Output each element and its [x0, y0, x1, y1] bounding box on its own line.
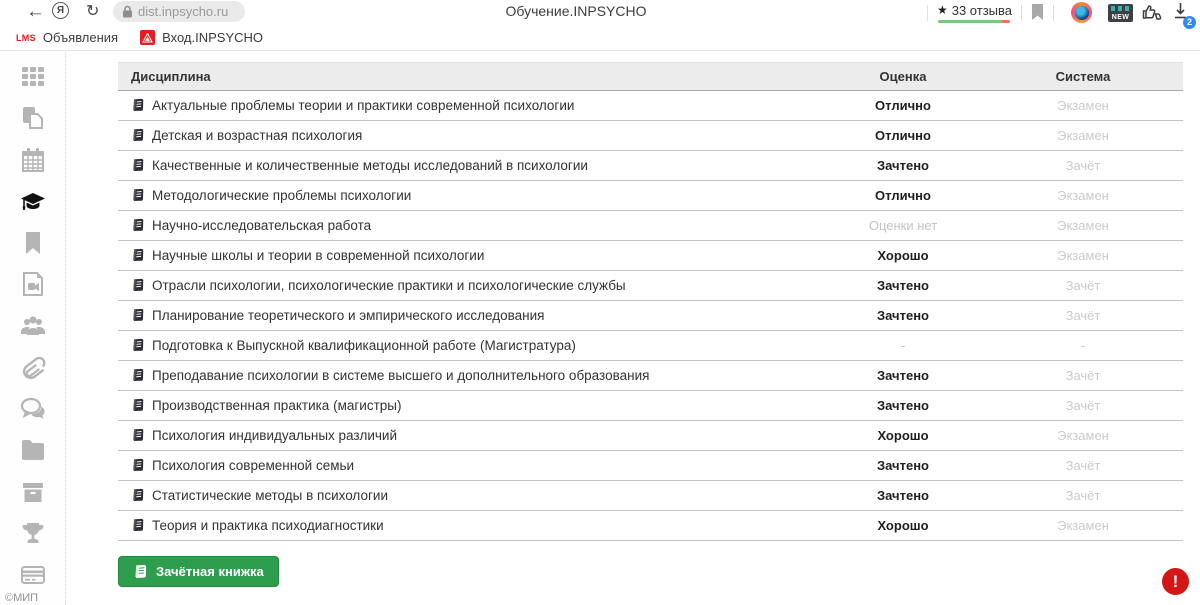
mip-logo-favicon: [140, 30, 155, 45]
grade-value: Оценки нет: [823, 211, 983, 241]
table-row[interactable]: [118, 301, 1183, 331]
discipline-label: Психология современной семьи: [152, 458, 355, 473]
grade-value: Зачтено: [823, 391, 983, 421]
discipline-label: Методологические проблемы психологии: [152, 188, 412, 203]
refresh-icon[interactable]: ↻: [86, 3, 100, 20]
bookmark-icon[interactable]: [19, 229, 46, 256]
book-icon: [131, 398, 145, 412]
system-value: Зачёт: [983, 481, 1183, 511]
thumbs-rating-icon[interactable]: [1141, 3, 1163, 22]
lms-favicon: LMS: [16, 32, 36, 43]
new-badge-label: NEW: [1111, 13, 1130, 21]
system-value: Зачёт: [983, 301, 1183, 331]
downloads-button[interactable]: [1173, 2, 1192, 27]
discipline-label: Актуальные проблемы теории и практики современной психологии: [152, 98, 575, 113]
divider: [1021, 5, 1022, 21]
chat-icon[interactable]: [19, 395, 46, 422]
discipline-label: Научно-исследовательская работа: [152, 218, 372, 233]
book-icon: [131, 128, 145, 142]
system-value: Зачёт: [983, 451, 1183, 481]
book-icon: [131, 428, 145, 442]
grade-value: Зачтено: [823, 481, 983, 511]
calendar-icon[interactable]: [19, 146, 46, 173]
extension-browser-icon[interactable]: [1071, 2, 1092, 23]
gradebook-button[interactable]: [118, 556, 279, 587]
copyright-label: ©МИП: [5, 592, 39, 604]
lock-icon: [122, 5, 133, 18]
system-value: -: [983, 331, 1183, 361]
toolbar: [0, 0, 1200, 25]
table-row[interactable]: [118, 481, 1183, 511]
grade-value: Отлично: [823, 91, 983, 121]
table-row[interactable]: [118, 271, 1183, 301]
page-title: Обучение.INPSYCHO: [505, 3, 647, 19]
system-value: Зачёт: [983, 361, 1183, 391]
url-text: dist.inpsycho.ru: [138, 4, 229, 19]
grade-value: Хорошо: [823, 421, 983, 451]
discipline-label: Теория и практика психодиагностики: [152, 518, 384, 533]
discipline-label: Подготовка к Выпускной квалификационной работе (Магистратура): [152, 338, 576, 353]
grade-value: Хорошо: [823, 241, 983, 271]
book-icon: [133, 564, 148, 579]
system-value: Экзамен: [983, 211, 1183, 241]
graduation-cap-icon[interactable]: [19, 188, 46, 215]
reviews-widget[interactable]: [937, 3, 1012, 23]
bookmarks-bar: [0, 25, 1200, 50]
grade-value: Зачтено: [823, 451, 983, 481]
back-icon[interactable]: ←: [26, 1, 45, 22]
reviews-count: 33 отзыва: [951, 2, 1012, 18]
extension-new-icon[interactable]: [1108, 4, 1133, 22]
table-row[interactable]: [118, 211, 1183, 241]
grade-value: Отлично: [823, 121, 983, 151]
table-header-row: [118, 63, 1183, 91]
system-value: Зачёт: [983, 391, 1183, 421]
grade-value: Отлично: [823, 181, 983, 211]
archive-box-icon[interactable]: [19, 478, 46, 505]
bookmark-label: Объявления: [42, 30, 119, 45]
folder-icon[interactable]: [19, 437, 46, 464]
grade-value: Хорошо: [823, 511, 983, 541]
discipline-label: Отрасли психологии, психологические практики и психологические службы: [152, 278, 626, 293]
table-row[interactable]: [118, 181, 1183, 211]
system-value: Экзамен: [983, 91, 1183, 121]
book-icon: [131, 188, 145, 202]
book-icon: [131, 338, 145, 352]
book-icon: [131, 158, 145, 172]
discipline-label: Преподавание психологии в системе высшего и дополнительного образования: [152, 368, 650, 383]
table-row[interactable]: [118, 361, 1183, 391]
book-icon: [131, 278, 145, 292]
grades-table: [118, 62, 1183, 541]
grade-value: Зачтено: [823, 271, 983, 301]
discipline-label: Качественные и количественные методы исследований в психологии: [152, 158, 588, 173]
divider: [927, 5, 928, 21]
table-row[interactable]: [118, 91, 1183, 121]
rating-bar: [938, 20, 1010, 23]
grade-value: Зачтено: [823, 301, 983, 331]
book-icon: [131, 308, 145, 322]
trophy-icon[interactable]: [19, 520, 46, 547]
column-header-grade: Оценка: [823, 63, 983, 91]
discipline-label: Планирование теоретического и эмпирического исследования: [152, 308, 545, 323]
paperclip-icon[interactable]: [19, 354, 46, 381]
table-row[interactable]: [118, 451, 1183, 481]
sidebar: [0, 52, 66, 605]
system-value: Зачёт: [983, 151, 1183, 181]
book-icon: [131, 458, 145, 472]
bookmark-label: Вход.INPSYCHO: [162, 30, 264, 45]
video-file-icon[interactable]: [19, 271, 46, 298]
discipline-label: Производственная практика (магистры): [152, 398, 402, 413]
rating-bar-negative: [1002, 20, 1011, 23]
book-icon: [131, 368, 145, 382]
table-row[interactable]: [118, 511, 1183, 541]
book-icon: [131, 488, 145, 502]
bookmark-announcements[interactable]: [16, 30, 118, 45]
book-icon: [131, 98, 145, 112]
discipline-label: Психология индивидуальных различий: [152, 428, 397, 443]
bookmark-flag-icon[interactable]: [1031, 4, 1044, 21]
column-header-system: Система: [983, 63, 1183, 91]
system-value: Экзамен: [983, 181, 1183, 211]
system-value: Экзамен: [983, 511, 1183, 541]
table-row[interactable]: [118, 331, 1183, 361]
grades-table-body: [118, 91, 1183, 541]
grade-value: Зачтено: [823, 151, 983, 181]
book-icon: [131, 518, 145, 532]
bookmark-login-inpsycho[interactable]: [140, 30, 263, 45]
credit-card-icon[interactable]: [19, 561, 46, 588]
book-icon: [131, 248, 145, 262]
table-row[interactable]: [118, 151, 1183, 181]
address-bar[interactable]: [113, 1, 245, 22]
system-value: Экзамен: [983, 121, 1183, 151]
discipline-label: Статистические методы в психологии: [152, 488, 388, 503]
browser-chrome: [0, 0, 1200, 51]
table-row[interactable]: [118, 241, 1183, 271]
discipline-label: Научные школы и теории в современной психологии: [152, 248, 485, 263]
downloads-badge: 2: [1183, 16, 1196, 29]
copy-documents-icon[interactable]: [19, 105, 46, 132]
system-value: Экзамен: [983, 241, 1183, 271]
browser-logo-icon[interactable]: Я: [52, 2, 69, 19]
table-row[interactable]: [118, 121, 1183, 151]
grade-value: -: [823, 331, 983, 361]
divider: [1053, 5, 1054, 21]
table-row[interactable]: [118, 391, 1183, 421]
system-value: Зачёт: [983, 271, 1183, 301]
main-content: [118, 62, 1183, 587]
grid-icon[interactable]: [19, 63, 46, 90]
system-value: Экзамен: [983, 421, 1183, 451]
table-row[interactable]: [118, 421, 1183, 451]
discipline-label: Детская и возрастная психология: [152, 128, 363, 143]
star-icon: ★: [936, 3, 948, 17]
people-icon[interactable]: [19, 312, 46, 339]
rating-bar-positive: [938, 20, 1001, 23]
alert-notification-icon[interactable]: !: [1162, 568, 1189, 595]
gradebook-button-label: Зачётная книжка: [156, 564, 264, 579]
book-icon: [131, 218, 145, 232]
column-header-discipline: Дисциплина: [118, 63, 823, 91]
grade-value: Зачтено: [823, 361, 983, 391]
